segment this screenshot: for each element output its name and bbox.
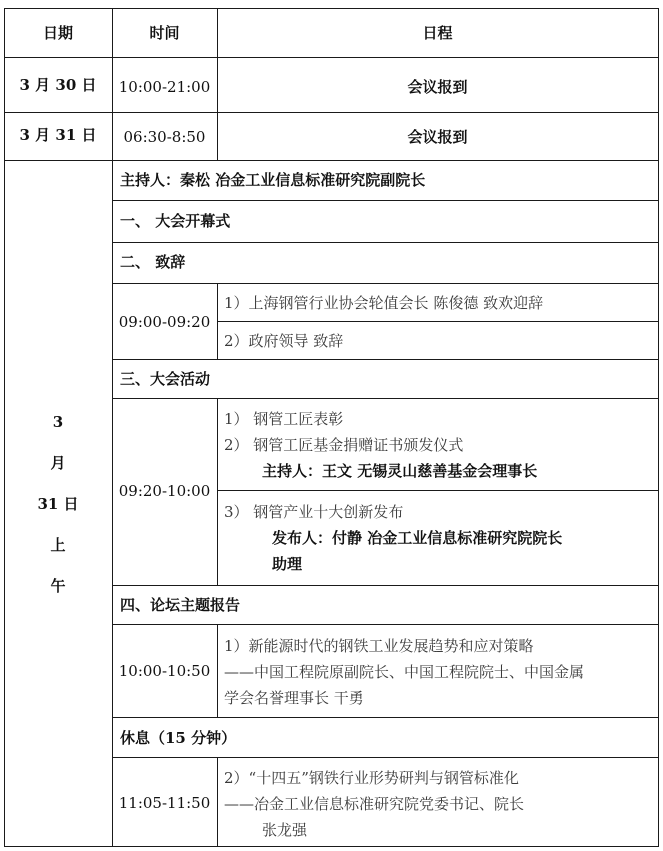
row-divider	[112, 624, 659, 625]
section-activity: 三、大会活动	[120, 370, 211, 388]
speech-time: 09:00-09:20	[118, 313, 211, 331]
break-row: 休息（15 分钟）	[120, 729, 237, 747]
section-opening: 一、 大会开幕式	[120, 212, 231, 230]
row-divider	[112, 717, 659, 718]
session-host: 主持人：秦松 冶金工业信息标准研究院副院长	[120, 171, 426, 189]
row1-time: 10:00-21:00	[118, 78, 211, 96]
merged-date-line: 上	[50, 536, 66, 554]
row-divider	[4, 160, 659, 161]
merged-date-line: 午	[50, 577, 66, 595]
row1-event: 会议报到	[407, 78, 468, 96]
merged-date-line: 31 日	[37, 495, 79, 513]
row1-date: 3 月 30 日	[19, 76, 97, 94]
activity-time: 09:20-10:00	[118, 482, 211, 500]
merged-date-line: 3	[52, 413, 64, 431]
row-divider	[217, 490, 659, 491]
report1-speaker-cont: 学会名誉理事长 干勇	[224, 689, 364, 707]
activity-item: 1） 钢管工匠表彰	[224, 410, 344, 428]
header-date: 日期	[42, 24, 73, 42]
row-divider	[112, 242, 659, 243]
activity-item: 2） 钢管工匠基金捐赠证书颁发仪式	[224, 436, 464, 454]
row-divider	[112, 359, 659, 360]
row-divider	[112, 585, 659, 586]
row-divider	[112, 398, 659, 399]
row-divider	[112, 200, 659, 201]
table-border-right	[658, 8, 659, 847]
report1-time: 10:00-10:50	[118, 662, 211, 680]
column-divider	[217, 624, 218, 718]
speech-item: 2）政府领导 致辞	[224, 332, 344, 350]
header-schedule: 日程	[422, 24, 453, 42]
header-time: 时间	[149, 24, 180, 42]
row2-date: 3 月 31 日	[19, 126, 97, 144]
report2-title: 2）“十四五”钢铁行业形势研判与钢管标准化	[224, 769, 519, 787]
report1-speaker: ——中国工程院原副院长、中国工程院院士、中国金属	[224, 663, 585, 681]
activity-presenter-cont: 助理	[272, 555, 303, 573]
row-divider	[112, 757, 659, 758]
section-forum: 四、论坛主题报告	[120, 596, 241, 614]
row-divider	[112, 283, 659, 284]
activity-presenter: 发布人：付静 冶金工业信息标准研究院院长	[272, 529, 563, 547]
merged-date-line: 月	[50, 454, 66, 472]
report1-title: 1）新能源时代的钢铁工业发展趋势和应对策略	[224, 637, 534, 655]
activity-item: 3） 钢管产业十大创新发布	[224, 503, 404, 521]
row2-event: 会议报到	[407, 128, 468, 146]
report2-speaker-cont: 张龙强	[262, 821, 308, 839]
column-divider	[217, 398, 218, 586]
row-divider	[217, 321, 659, 322]
column-divider	[217, 283, 218, 360]
column-divider	[217, 757, 218, 847]
report2-time: 11:05-11:50	[118, 794, 211, 812]
row-divider	[4, 112, 659, 113]
row-divider	[4, 57, 659, 58]
activity-host: 主持人：王文 无锡灵山慈善基金会理事长	[262, 462, 538, 480]
report2-speaker: ——冶金工业信息标准研究院党委书记、院长	[224, 795, 525, 813]
table-border-bottom	[4, 846, 659, 847]
speech-item: 1）上海钢管行业协会轮值会长 陈俊德 致欢迎辞	[224, 294, 544, 312]
row2-time: 06:30-8:50	[123, 128, 206, 146]
section-speech: 二、 致辞	[120, 253, 186, 271]
table-border-top	[4, 8, 659, 9]
